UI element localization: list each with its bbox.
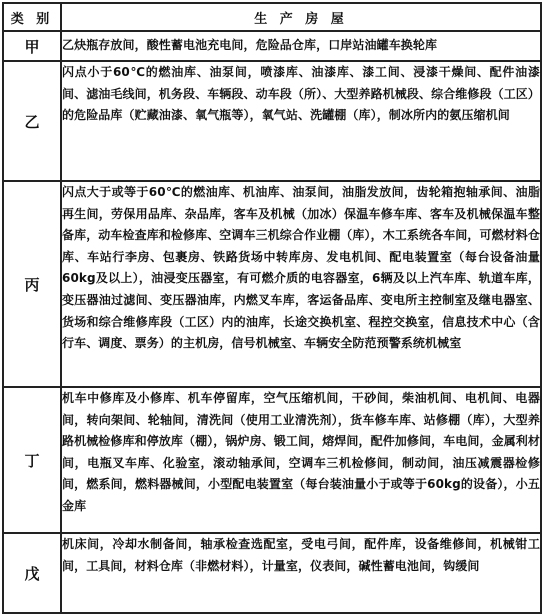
buildings-cell: 乙炔瓶存放间，酸性蓄电池充电间，危险品仓库，口岸站油罐车换轮库 (61, 31, 541, 61)
header-buildings: 生 产 房 屋 (61, 3, 541, 31)
table-row (3, 181, 541, 387)
category-cell: 丙 (3, 181, 61, 387)
category-cell: 甲 (3, 31, 61, 61)
table-row (3, 31, 541, 61)
building-classification-table (2, 2, 542, 614)
category-cell: 丁 (3, 387, 61, 533)
table-header-row (3, 3, 541, 31)
buildings-cell: 机床间，冷却水制备间，轴承检查选配室，受电弓间，配件库，设备维修间，机械钳工间，工具间，材料仓库（非燃材料），计量室，仪表间，碱性蓄电池间，钩缓间 (61, 533, 541, 613)
header-category: 类 别 (3, 3, 61, 31)
buildings-cell: 闪点小于60℃的燃油库、油泵间，喷漆库、油漆库、漆工间、浸漆干燥间、配件油漆间、滤油毛线间，机务段、车辆段、动车段（所）、大型养路机械段、综合维修段（工区）的危险品库（贮藏油漆、氧气瓶等），氧气站、洗罐棚（库），制冰所内的氨压缩机间 (61, 61, 541, 181)
table-row (3, 387, 541, 533)
buildings-cell: 机车中修库及小修库、机车停留库，空气压缩机间，干砂间，柴油机间、电机间、电器间，转向架间、轮轴间，清洗间（使用工业清洗剂），货车修车库、站修棚（库），大型养路机械检修库和停放库（棚），锅炉房、锻工间，熔焊间，配件加修间，车电间，金属利材间，电瓶叉车库、化验室，滚动轴承间，空调车三机检修间，制动间，油压减震器检修间，燃系间，燃料器械间，小型配电装置室（每台装油量小于或等于60kg的设备），小五金库 (61, 387, 541, 533)
category-cell: 戊 (3, 533, 61, 613)
buildings-cell: 闪点大于或等于60℃的燃油库、机油库、油泵间，油脂发放间，齿轮箱抱轴承间、油脂再生间，劳保用品库、杂品库，客车及机械（加冰）保温车修车库、客车及机械保温车整备库，动车检查库和检修库、空调车三机综合作业棚（库），木工系统各车间，可燃材料仓库、车站行李房、包裹房、铁路货场中转库房、发电机间、配电装置室（每台设备油量60kg及以上），油浸变压器室，有可燃介质的电容器室，6辆及以上汽车库、轨道车库，变压器油过滤间、变压器油库，内燃叉车库，客运备品库、变电所主控制室及继电器室、货场和综合维修库段（工区）内的油库，长途交换机室、程控交换室，信息技术中心（含行车、调度、票务）的主机房，信号机械室、车辆安全防范预警系统机械室 (61, 181, 541, 387)
table-row (3, 533, 541, 613)
table-row (3, 61, 541, 181)
category-cell: 乙 (3, 61, 61, 181)
